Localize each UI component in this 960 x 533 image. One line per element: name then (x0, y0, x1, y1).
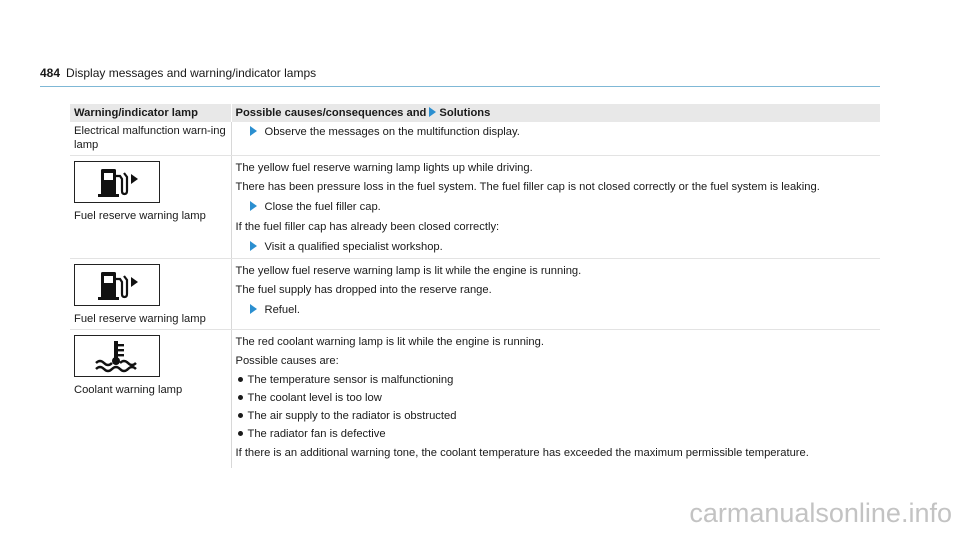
action-step (250, 200, 877, 214)
causes-cell (231, 330, 880, 469)
table-row (70, 122, 880, 156)
coolant-lamp-box (74, 335, 160, 377)
page-header (40, 64, 880, 87)
page-number: 484 (40, 66, 61, 80)
lamp-cell (70, 330, 231, 469)
fuel-pump-icon (94, 269, 140, 301)
action-step (250, 240, 877, 254)
cause-text: The yellow fuel reserve warning lamp lights up while driving. (235, 162, 533, 174)
list-item: The temperature sensor is malfunctioning (236, 373, 877, 387)
action-arrow-icon (250, 304, 257, 314)
column-header-solutions-label: Solutions (439, 107, 491, 119)
lamp-label: Fuel reserve warning lamp (74, 313, 206, 325)
action-arrow-icon (250, 126, 257, 136)
action-arrow-icon (429, 107, 436, 117)
table-row (70, 259, 880, 330)
list-item: The radiator fan is defective (236, 427, 877, 441)
cause-text: The fuel supply has dropped into the reserve range. (235, 284, 492, 296)
fuel-lamp-box (74, 161, 160, 203)
lamp-label: Coolant warning lamp (74, 384, 183, 396)
coolant-temperature-icon (92, 339, 142, 373)
cause-text: Possible causes are: (235, 355, 339, 367)
column-header-causes-label: Possible causes/consequences and (235, 107, 427, 119)
lamp-label: Fuel reserve warning lamp (74, 210, 206, 222)
lamp-label: Electrical malfunction warn-ing lamp (74, 125, 226, 151)
column-header-lamp: Warning/indicator lamp (70, 104, 231, 122)
causes-cell (231, 156, 880, 259)
action-step (250, 125, 877, 139)
lamp-cell (70, 156, 231, 259)
cause-text: There has been pressure loss in the fuel system. The fuel filler cap is not closed correctly or the fuel system is leaking. (235, 181, 820, 193)
fuel-pump-icon (94, 166, 140, 198)
list-item: The coolant level is too low (236, 391, 877, 405)
action-text: Visit a qualified specialist workshop. (264, 241, 443, 253)
action-text: Observe the messages on the multifunction display. (264, 126, 520, 138)
warning-lamp-table (70, 104, 880, 468)
action-step (250, 303, 877, 317)
header-title: Display messages and warning/indicator lamps (66, 66, 317, 80)
cause-text: If the fuel filler cap has already been closed correctly: (235, 221, 500, 233)
cause-list (236, 373, 877, 441)
action-arrow-icon (250, 201, 257, 211)
watermark: carmanualsonline.info (689, 498, 952, 528)
lamp-cell (70, 259, 231, 330)
column-header-causes (231, 104, 880, 122)
action-arrow-icon (250, 241, 257, 251)
cause-text: The yellow fuel reserve warning lamp is lit while the engine is running. (235, 265, 582, 277)
causes-cell (231, 259, 880, 330)
causes-cell (231, 122, 880, 156)
fuel-lamp-box (74, 264, 160, 306)
action-text: Close the fuel filler cap. (264, 201, 381, 213)
table-header-row (70, 104, 880, 122)
table-row (70, 330, 880, 469)
table-row (70, 156, 880, 259)
list-item: The air supply to the radiator is obstructed (236, 409, 877, 423)
action-text: Refuel. (264, 304, 300, 316)
cause-text: The red coolant warning lamp is lit while the engine is running. (235, 336, 544, 348)
cause-text: If there is an additional warning tone, the coolant temperature has exceeded the maximum permissible temperature. (235, 447, 809, 459)
lamp-cell (70, 122, 231, 156)
